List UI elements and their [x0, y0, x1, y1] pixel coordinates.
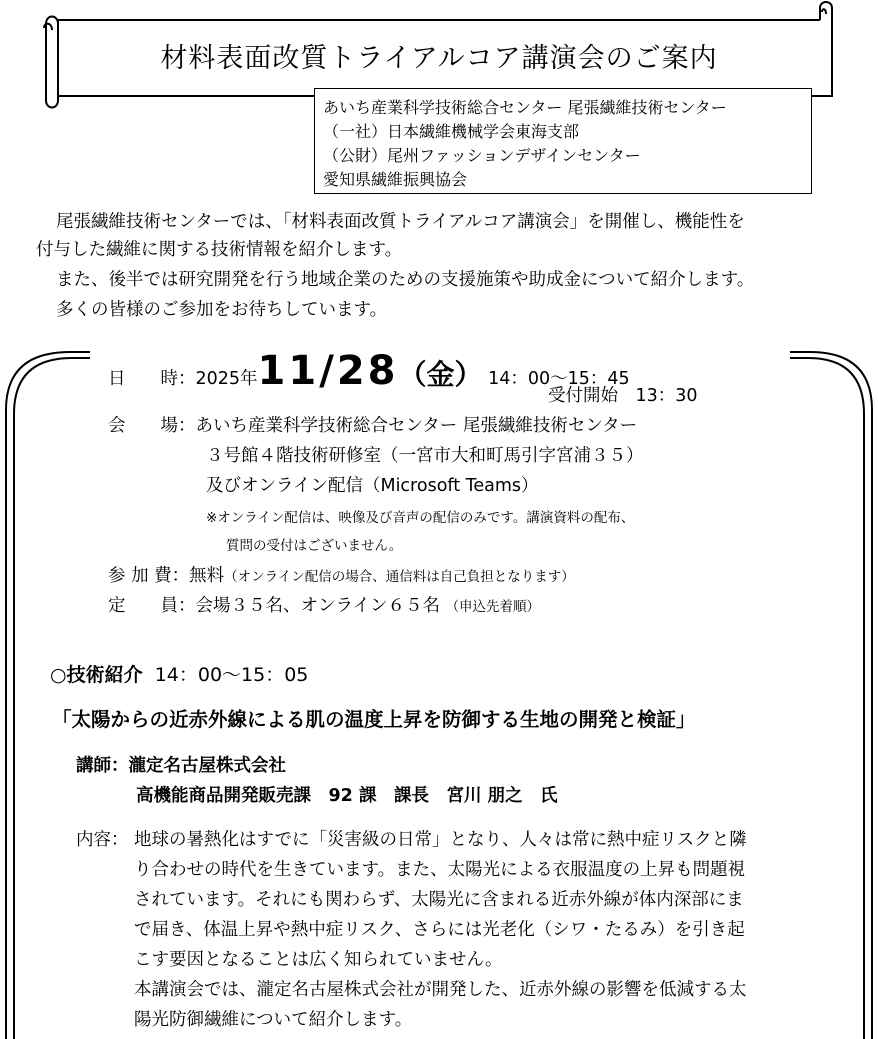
lecturer-company: 瀧定名古屋株式会社 — [128, 756, 286, 776]
organizer-line: あいち産業科学技術総合センター 尾張繊維技術センター — [323, 98, 727, 117]
content-line: 地球の暑熱化はすでに「災害級の日常」となり、人々は常に熱中症リスクと隣 — [134, 830, 747, 850]
organizer-box — [314, 88, 812, 194]
venue-line: 及びオンライン配信（Microsoft Teams） — [206, 476, 539, 496]
page-title: 材料表面改質トライアルコア講演会のご案内 — [160, 43, 718, 74]
tech-heading: ○技術紹介 — [50, 664, 143, 686]
schedule-date: 11/28 — [257, 348, 399, 394]
schedule-weekday: （金） — [398, 358, 483, 391]
schedule-label: 日 時： — [108, 369, 196, 389]
fee-label: 参 加 費： — [108, 566, 190, 586]
venue-line: ３号館４階技術研修室（一宮市大和町馬引字宮浦３５） — [206, 446, 644, 466]
content-line: 本講演会では、瀧定名古屋株式会社が開発した、近赤外線の影響を低減する太 — [134, 980, 747, 1000]
intro-line: また、後半では研究開発を行う地域企業のための支援施策や助成金について紹介します。 — [56, 270, 755, 290]
intro-line: 付与した繊維に関する技術情報を紹介します。 — [36, 240, 403, 260]
organizer-line: （一社）日本繊維機械学会東海支部 — [323, 122, 580, 141]
content-line: されています。それにも関わらず、太陽光に含まれる近赤外線が体内深部にま — [134, 890, 744, 910]
content-line: り合わせの時代を生きています。また、太陽光による衣服温度の上昇も問題視 — [134, 860, 746, 880]
venue-note: 質問の受付はございません。 — [226, 538, 403, 554]
talk-title: 「太陽からの近赤外線による肌の温度上昇を防御する生地の開発と検証」 — [52, 708, 696, 731]
organizer-line: （公財）尾州ファッションデザインセンター — [323, 146, 641, 165]
content-line: こす要因となることは広く知られていません。 — [134, 950, 503, 970]
lecturer-detail: 高機能商品開発販売課 92 課 課長 宮川 朋之 氏 — [136, 786, 558, 806]
schedule-time: 14：00～15：45 — [488, 369, 630, 389]
capacity-row — [108, 592, 540, 617]
reception-time: 受付開始 13：30 — [548, 386, 698, 406]
intro-line: 多くの皆様のご参加をお待ちしています。 — [56, 300, 388, 320]
content-line: 陽光防御繊維について紹介します。 — [134, 1010, 413, 1030]
venue-line: あいち産業科学技術総合センター 尾張繊維技術センター — [195, 416, 638, 436]
venue-label: 会 場： — [108, 416, 196, 436]
venue-row — [108, 412, 637, 437]
capacity-value: 会場３５名、オンライン６５名 — [195, 596, 440, 616]
tech-heading-row — [50, 660, 308, 687]
fee-note: （オンライン配信の場合、通信料は自己負担となります） — [224, 569, 575, 585]
capacity-label: 定 員： — [108, 596, 196, 616]
lecturer-row — [76, 752, 286, 777]
fee-value: 無料 — [189, 566, 225, 586]
capacity-note: （申込先着順） — [445, 599, 541, 615]
lecturer-label: 講師： — [76, 756, 129, 776]
intro-line: 尾張繊維技術センターでは、「材料表面改質トライアルコア講演会」を開催し、機能性を — [56, 212, 745, 232]
content-label: 内容： — [76, 830, 129, 850]
tech-time: 14：00～15：05 — [154, 664, 309, 686]
content-line: で届き、体温上昇や熱中症リスク、さらには光老化（シワ・たるみ）を引き起 — [134, 920, 745, 940]
organizer-line: 愛知県繊維振興協会 — [323, 170, 468, 189]
fee-row — [108, 562, 575, 587]
venue-note: ※オンライン配信は、映像及び音声の配信のみです。講演資料の配布、 — [206, 510, 635, 526]
schedule-year: 2025年 — [195, 369, 258, 389]
